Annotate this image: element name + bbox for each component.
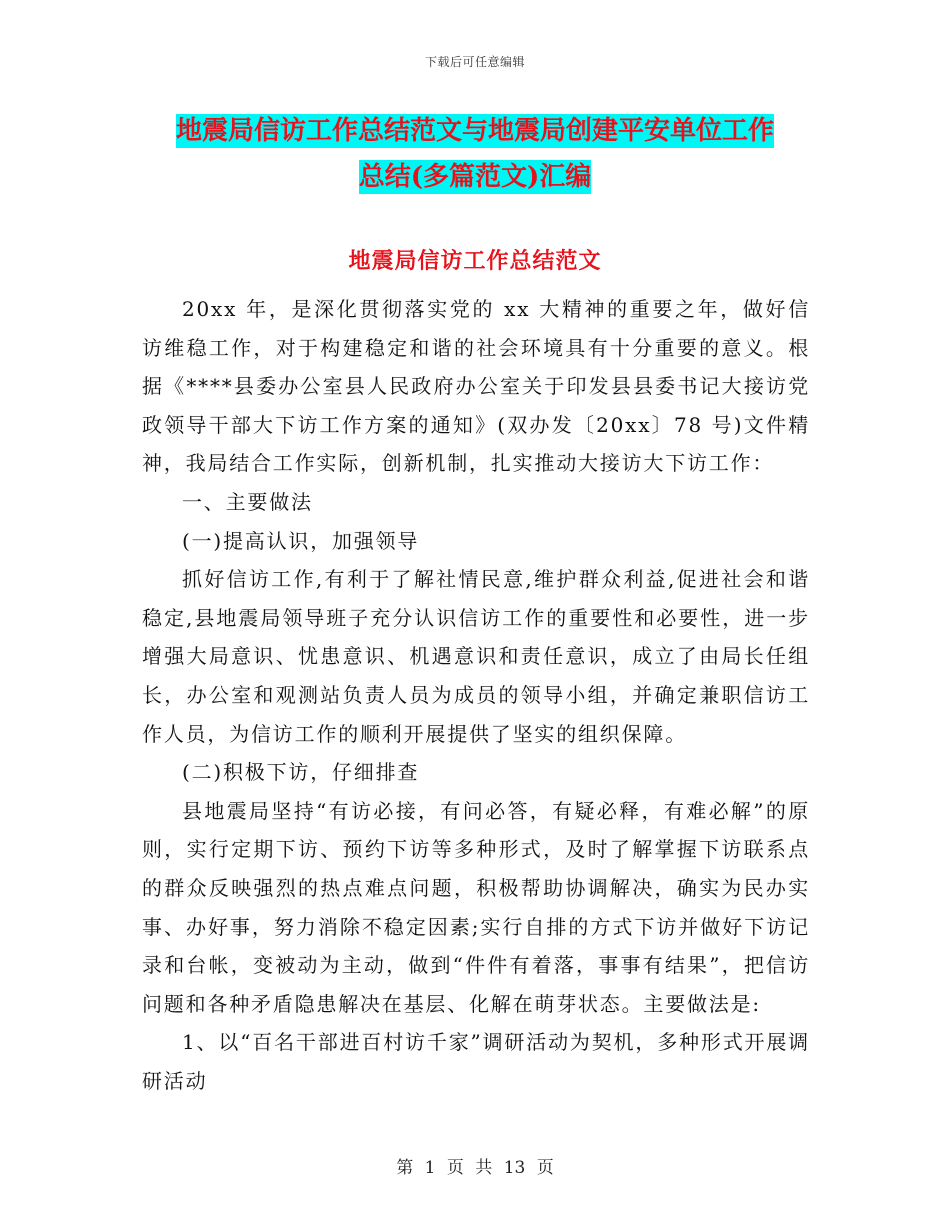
subheading-leadership: (一)提高认识，加强领导 <box>182 528 420 553</box>
paragraph-leadership: 抓好信访工作,有利于了解社情民意,维护群众利益,促进社会和谐稳定,县地震局领导班子充分认识信访工作的重要性和必要性，进一步增强大局意识、忧患意识、机遇意识和责任意识，成立了由局长任组长，办公室和观测站负责人员为成员的领导小组，并确定兼职信访工作人员，为信访工作的顺利开展提供了坚实的组织保障。 <box>142 567 810 746</box>
document-title <box>0 108 950 200</box>
paragraph-visits: 县地震局坚持“有访必接，有问必答，有疑必释，有难必解”的原则，实行定期下访、预约下访等多种形式，及时了解掌握下访联系点的群众反映强烈的热点难点问题，积极帮助协调解决，确实为民办实事、办好事，努力消除不稳定因素;实行自排的方式下访并做好下访记录和台帐，变被动为主动，做到“件件有着落，事事有结果”，把信访问题和各种矛盾隐患解决在基层、化解在萌芽状态。主要做法是: <box>142 798 810 1016</box>
document-title-line-2: 总结(多篇范文)汇编 <box>358 162 592 192</box>
subheading-visits: (二)积极下访，仔细排查 <box>182 760 420 785</box>
heading-main-methods: 一、主要做法 <box>182 489 313 514</box>
page-header-note: 下载后可任意编辑 <box>424 55 525 69</box>
section-title: 地震局信访工作总结范文 <box>348 248 602 274</box>
document-title-line-1: 地震局信访工作总结范文与地震局创建平安单位工作 <box>175 116 774 146</box>
document-body <box>142 290 810 1100</box>
paragraph-intro: 20xx 年，是深化贯彻落实党的 xx 大精神的重要之年，做好信访维稳工作，对于构建稳定和谐的社会环境具有十分重要的意义。根据《****县委办公室县人民政府办公室关于印发县县委书记大接访党政领导干部大下访工作方案的通知》(双办发〔20xx〕78 号)文件精神，我局结合工作实际，创新机制，扎实推动大接访大下访工作： <box>142 297 810 476</box>
page-number: 第 1 页 共 13 页 <box>396 1158 554 1178</box>
list-item-1: 1、以“百名干部进百村访千家”调研活动为契机，多种形式开展调研活动 <box>142 1030 810 1093</box>
